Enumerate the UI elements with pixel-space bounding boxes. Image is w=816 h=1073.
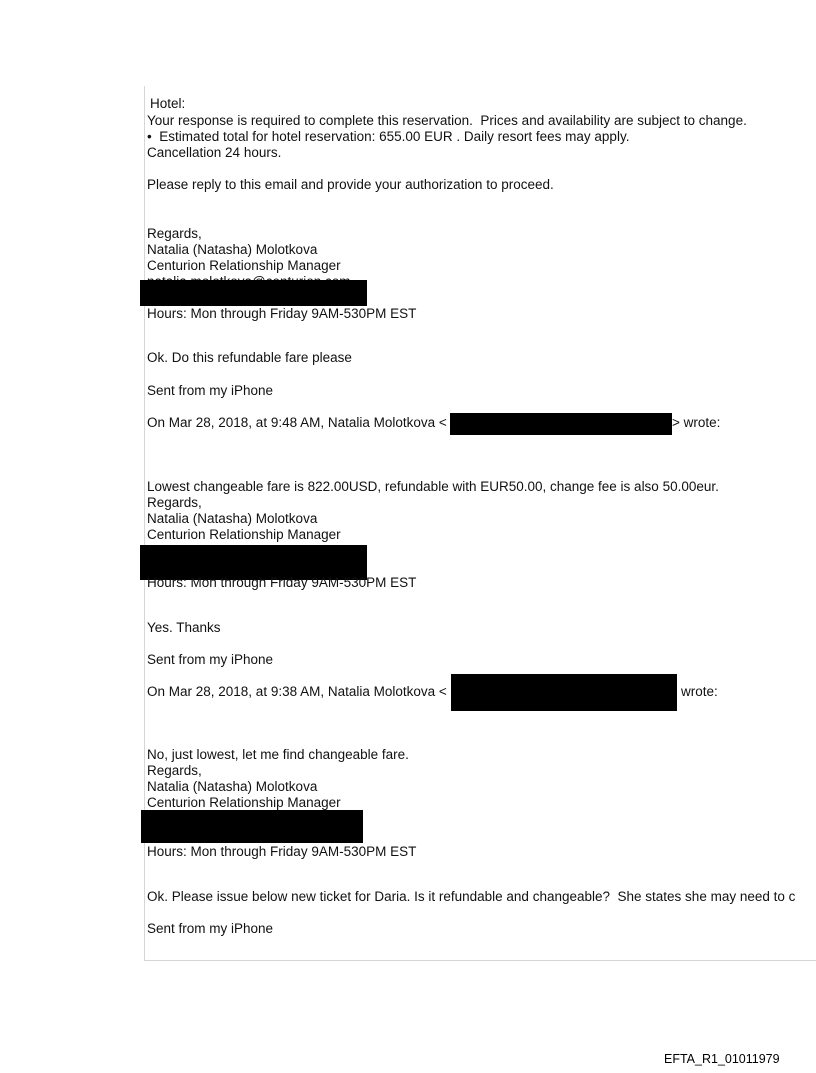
signature-name: Natalia (Natasha) Molotkova bbox=[147, 242, 318, 257]
signature-regards: Regards, bbox=[147, 495, 202, 510]
redaction-bar bbox=[450, 413, 672, 435]
sent-from-iphone: Sent from my iPhone bbox=[147, 652, 274, 667]
redaction-bar bbox=[141, 810, 363, 843]
signature-hours: Hours: Mon through Friday 9AM-530PM EST bbox=[147, 575, 417, 590]
message-issue-ticket: Ok. Please issue below new ticket for Daria. Is it refundable and changeable? She states she may need to c bbox=[147, 889, 796, 904]
quote-header-wrote: wrote: bbox=[681, 684, 718, 699]
estimated-total-bullet: • Estimated total for hotel reservation: 655.00 EUR . Daily resort fees may apply. bbox=[147, 129, 630, 144]
redaction-bar bbox=[140, 280, 367, 306]
quote-header-938: On Mar 28, 2018, at 9:38 AM, Natalia Molotkova < bbox=[147, 684, 447, 699]
response-required-text: Your response is required to complete this reservation. Prices and availability are subject to change. bbox=[147, 113, 747, 128]
sent-from-iphone: Sent from my iPhone bbox=[147, 383, 274, 398]
signature-title: Centurion Relationship Manager bbox=[147, 258, 341, 273]
quote-header-wrote: > wrote: bbox=[672, 415, 721, 430]
quote-header-948: On Mar 28, 2018, at 9:48 AM, Natalia Molotkova < bbox=[147, 415, 447, 430]
signature-title: Centurion Relationship Manager bbox=[147, 795, 341, 810]
message-yes-thanks: Yes. Thanks bbox=[147, 620, 221, 635]
signature-name: Natalia (Natasha) Molotkova bbox=[147, 511, 318, 526]
message-lowest-changeable-fare: Lowest changeable fare is 822.00USD, refundable with EUR50.00, change fee is also 50.00eur. bbox=[147, 479, 719, 494]
hotel-heading: Hotel: bbox=[150, 96, 186, 111]
signature-regards: Regards, bbox=[147, 763, 202, 778]
sent-from-iphone: Sent from my iPhone bbox=[147, 921, 274, 936]
cancellation-text: Cancellation 24 hours. bbox=[147, 145, 282, 160]
signature-name: Natalia (Natasha) Molotkova bbox=[147, 779, 318, 794]
signature-title: Centurion Relationship Manager bbox=[147, 527, 341, 542]
signature-regards: Regards, bbox=[147, 226, 202, 241]
document-id-footer: EFTA_R1_01011979 bbox=[664, 1052, 780, 1066]
message-just-lowest: No, just lowest, let me find changeable fare. bbox=[147, 747, 409, 762]
signature-hours: Hours: Mon through Friday 9AM-530PM EST bbox=[147, 844, 417, 859]
redaction-bar bbox=[451, 674, 677, 711]
message-refundable-fare: Ok. Do this refundable fare please bbox=[147, 350, 352, 365]
reply-authorization-text: Please reply to this email and provide your authorization to proceed. bbox=[147, 177, 554, 192]
signature-hours: Hours: Mon through Friday 9AM-530PM EST bbox=[147, 306, 417, 321]
